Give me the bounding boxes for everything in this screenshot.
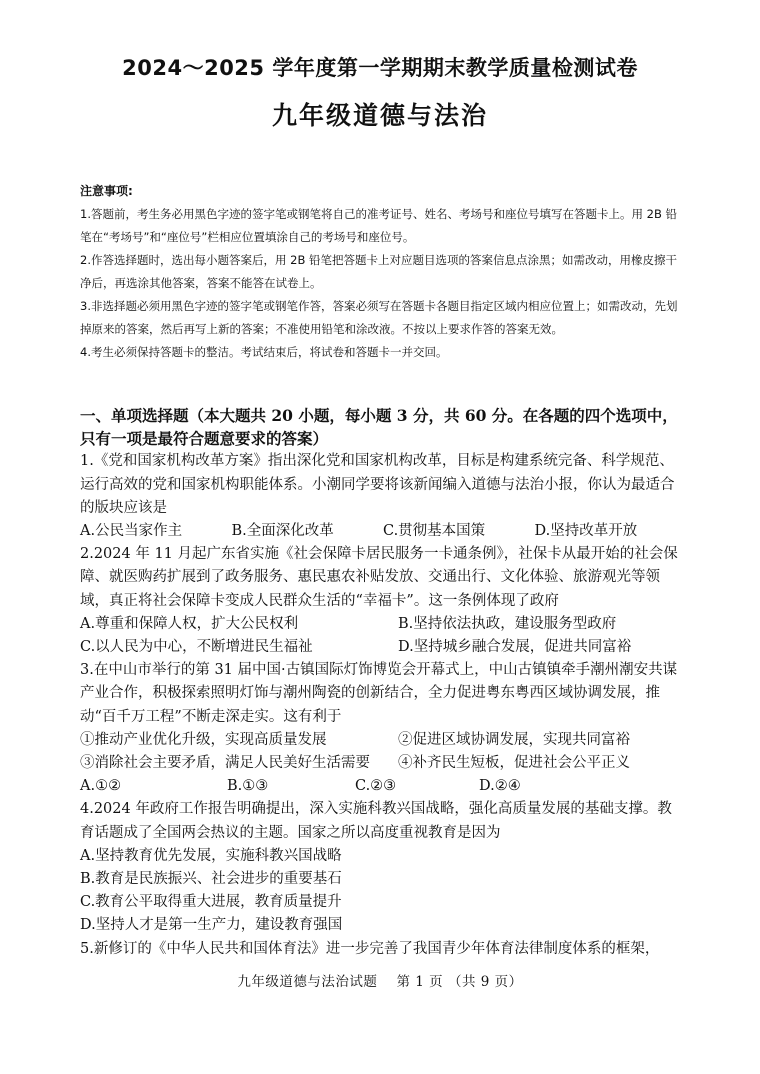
option-d: D.坚持城乡融合发展，促进共同富裕 — [398, 639, 632, 656]
option-c: C.以人民为中心，不断增进民生福祉 — [80, 639, 313, 656]
question-3-statements-row-2 — [80, 752, 686, 775]
option-d: D.②④ — [479, 778, 521, 795]
note-item-1: 1.答题前，考生务必用黑色字迹的签字笔或钢笔将自己的准考证号、姓名、考场号和座位号填写在答题卡上。用 2B 铅笔在“考场号”和“座位号”栏相应位置填涂自己的考场号和座位号。 — [80, 207, 677, 244]
question-2-options-row-2 — [80, 636, 686, 659]
question-2-stem: 2.2024 年 11 月起广东省实施《社会保障卡居民服务一卡通条例》，社保卡从最开始的社会保障、就医购药扩展到了政务服务、惠民惠农补贴发放、交通出行、文化体验、旅游观光等领域，真正将社会保障卡变成人民群众生活的“幸福卡”。这一条例体现了政府 — [80, 546, 678, 609]
question-3-options — [80, 775, 686, 798]
option-b: B.全面深化改革 — [231, 523, 334, 540]
notes-block — [80, 180, 684, 364]
exam-subject-title: 九年级道德与法治 — [271, 101, 488, 130]
question-1-stem: 1.《党和国家机构改革方案》指出深化党和国家机构改革，目标是构建系统完备、科学规范、运行高效的党和国家机构职能体系。小潮同学要将该新闻编入道德与法治小报，你认为最适合的版块应该是 — [80, 453, 675, 516]
statement-1: ①推动产业优化升级，实现高质量发展 — [80, 731, 327, 748]
option-c: C.贯彻基本国策 — [383, 523, 486, 540]
question-2-options-row-1 — [80, 613, 686, 636]
note-item-4: 4.考生必须保持答题卡的整洁。考试结束后，将试卷和答题卡一并交回。 — [80, 345, 448, 359]
notes-heading: 注意事项: — [80, 184, 133, 198]
option-c: C.教育公平取得重大进展，教育质量提升 — [80, 894, 342, 911]
statement-2: ②促进区域协调发展，实现共同富裕 — [398, 731, 630, 748]
option-d: D.坚持人才是第一生产力，建设教育强国 — [80, 917, 343, 934]
option-b: B.①③ — [227, 778, 269, 795]
note-item-3: 3.非选择题必须用黑色字迹的签字笔或钢笔作答，答案必须写在答题卡各题目指定区域内相应位置上；如需改动，先划掉原来的答案，然后再写上新的答案；不准使用铅笔和涂改液。不按以上要求作答的答案无效。 — [80, 299, 678, 336]
option-a: A.公民当家作主 — [80, 523, 183, 540]
option-a: A.①② — [80, 778, 122, 795]
exam-title: 2024～2025 学年度第一学期期末教学质量检测试卷 — [122, 56, 638, 80]
option-d: D.坚持改革开放 — [534, 523, 638, 540]
section-heading: 一、单项选择题（本大题共 20 小题，每小题 3 分，共 60 分。在各题的四个选项中，只有一项是最符合题意要求的答案） — [80, 406, 678, 449]
option-a: A.坚持教育优先发展，实施科教兴国战略 — [80, 847, 342, 864]
option-b: B.坚持依法执政，建设服务型政府 — [398, 615, 617, 632]
question-5-stem: 5.新修订的《中华人民共和国体育法》进一步完善了我国青少年体育法律制度体系的框架， — [80, 940, 660, 957]
statement-4: ④补齐民生短板，促进社会公平正义 — [398, 755, 630, 772]
note-item-2: 2.作答选择题时，选出每小题答案后，用 2B 铅笔把答题卡上对应题目选项的答案信息点涂黑；如需改动，用橡皮擦干净后，再选涂其他答案，答案不能答在试卷上。 — [80, 253, 677, 290]
question-3-statements-row-1 — [80, 729, 686, 752]
page-footer — [0, 970, 760, 990]
option-c: C.②③ — [355, 778, 397, 795]
option-b: B.教育是民族振兴、社会进步的重要基石 — [80, 871, 342, 888]
option-a: A.尊重和保障人权，扩大公民权利 — [80, 615, 299, 632]
footer-subject: 九年级道德与法治试题 — [237, 974, 378, 990]
statement-3: ③消除社会主要矛盾，满足人民美好生活需要 — [80, 755, 370, 772]
question-3-stem: 3.在中山市举行的第 31 届中国·古镇国际灯饰博览会开幕式上，中山古镇镇牵手潮州潮安共谋产业合作，积极探索照明灯饰与潮州陶瓷的创新结合，全力促进粤东粤西区域协调发展，推动“百千万工程”不断走深走实。这有利于 — [80, 662, 678, 725]
questions-block — [80, 404, 686, 961]
question-1-options — [80, 520, 686, 543]
question-4-stem: 4.2024 年政府工作报告明确提出，深入实施科教兴国战略，强化高质量发展的基础支撑。教育话题成了全国两会热议的主题。国家之所以高度重视教育是因为 — [80, 801, 672, 841]
footer-page-number: 第 1 页 （共 9 页） — [396, 974, 523, 990]
